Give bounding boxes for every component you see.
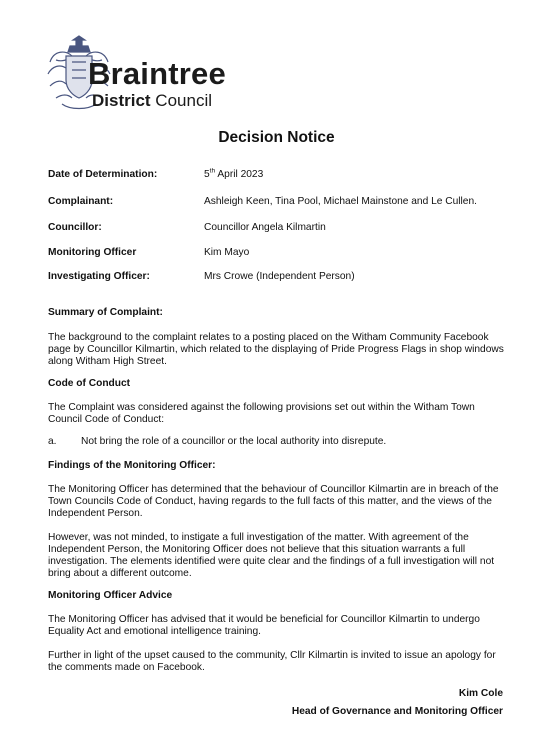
meta-value: Mrs Crowe (Independent Person) [204, 271, 355, 282]
code-heading: Code of Conduct [48, 378, 131, 389]
date-suffix: th [209, 167, 216, 175]
findings-heading: Findings of the Monitoring Officer: [48, 460, 216, 471]
council-subtitle-rest: Council [150, 91, 212, 110]
signature-name: Kim Cole [458, 688, 503, 699]
meta-label: Monitoring Officer [48, 247, 137, 258]
findings-paragraph-1: The Monitoring Officer has determined that the behaviour of Councillor Kilmartin are in breach of the Town Councils Code of Conduct, having regards to the full facts of this matter, and the views of the Independent Person. [48, 484, 499, 519]
findings-paragraph-2: However, was not minded, to instigate a full investigation of the matter. With agreement of the Independent Person, the Monitoring Officer does not believe that this situation warrants a full investigation. The elements identified were quite clear and the findings of a full investigation will not bring about a different outcome. [48, 532, 495, 579]
meta-label: Councillor: [48, 222, 102, 233]
meta-value: Kim Mayo [204, 247, 250, 258]
council-subtitle-bold: District [92, 91, 151, 110]
advice-paragraph-1: The Monitoring Officer has advised that it would be beneficial for Councillor Kilmartin to undergo Equality Act and emotional intelligence training. [48, 614, 480, 637]
date-rest: April 2023 [215, 169, 264, 180]
code-text: The Complaint was considered against the following provisions set out within the Witham Town Council Code of Conduct: [48, 402, 475, 425]
summary-heading: Summary of Complaint: [48, 307, 163, 318]
signature-title: Head of Governance and Monitoring Officer [291, 706, 503, 717]
council-name: Braintree [88, 56, 226, 91]
list-text: Not bring the role of a councillor or the local authority into disrepute. [81, 436, 387, 447]
meta-label: Date of Determination: [48, 169, 158, 180]
council-subtitle [92, 92, 212, 109]
advice-heading: Monitoring Officer Advice [48, 590, 173, 601]
meta-value: Councillor Angela Kilmartin [204, 222, 326, 233]
page-title: Decision Notice [218, 129, 335, 146]
meta-label: Investigating Officer: [48, 271, 150, 282]
meta-value [204, 169, 263, 180]
list-marker: a. [48, 436, 57, 447]
meta-value: Ashleigh Keen, Tina Pool, Michael Mainstone and Le Cullen. [204, 196, 477, 207]
meta-label: Complainant: [48, 196, 114, 207]
date-day: 5 [204, 169, 210, 180]
summary-text: The background to the complaint relates to a posting placed on the Witham Community Facebook page by Councillor Kilmartin, which related to the displaying of Pride Progress Flags in shop windows along Witham High Street. [48, 332, 504, 367]
advice-paragraph-2: Further in light of the upset caused to the community, Cllr Kilmartin is invited to issue an apology for the comments made on Facebook. [48, 650, 496, 673]
